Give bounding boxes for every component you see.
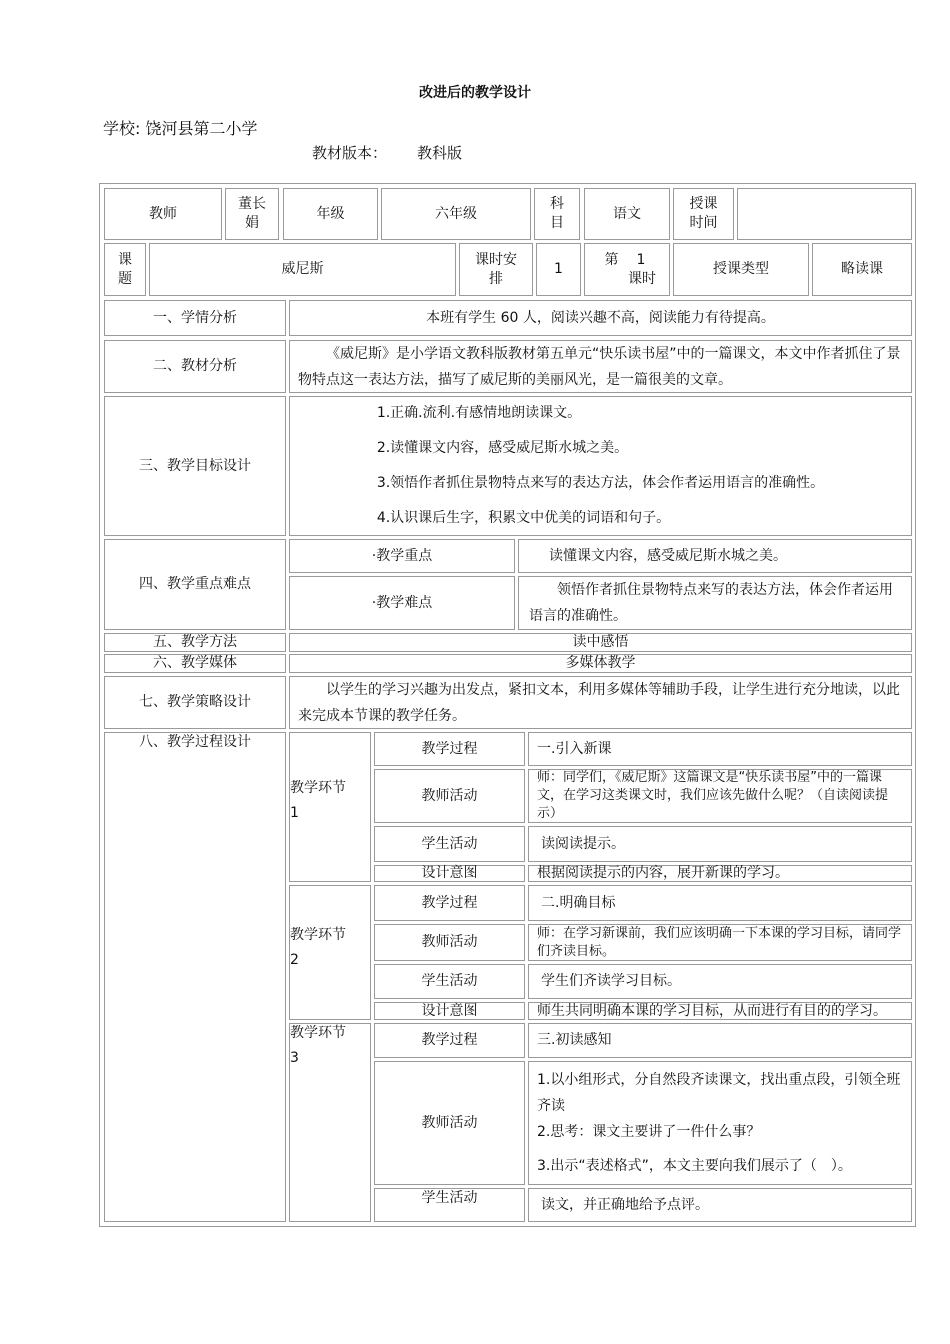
- s4-diff-label: ·教学难点: [289, 576, 515, 630]
- period-cell: [584, 243, 670, 296]
- period-suffix: 课时: [628, 270, 656, 287]
- stage1-student-label: 学生活动: [374, 826, 525, 862]
- s3-goal-list: [359, 396, 842, 536]
- topic-label: 课题: [104, 243, 146, 296]
- time-value: [737, 188, 912, 240]
- s8-label: 八、教学过程设计: [104, 732, 286, 1222]
- goal-item: 1.正确.流利.有感情地朗读课文。: [376, 405, 582, 421]
- s1-text: 本班有学生 60 人，阅读兴趣不高，阅读能力有待提高。: [289, 300, 912, 336]
- s4-key-text: 读懂课文内容，感受威尼斯水城之美。: [518, 539, 912, 573]
- stage2-cell: [289, 885, 371, 1020]
- s2-cell: [289, 340, 912, 393]
- period-number: 1: [636, 251, 646, 268]
- goal-item: 3.领悟作者抓住景物特点来写的表达方法，体会作者运用语言的准确性。: [376, 475, 825, 491]
- stage3-process-label: 教学过程: [374, 1023, 525, 1058]
- stage2-process-label: 教学过程: [374, 885, 525, 921]
- s1-label: 一、学情分析: [104, 300, 286, 336]
- grade-label: 年级: [283, 188, 378, 240]
- s7-label: 七、教学策略设计: [104, 676, 286, 729]
- s5-text: 读中感悟: [289, 633, 912, 652]
- edition-value: 教科版: [417, 144, 463, 162]
- stage2-student-label: 学生活动: [374, 964, 525, 999]
- stage3-label: 教学环节: [290, 1025, 346, 1041]
- stage3-student: 读文，并正确地给予点评。: [528, 1188, 912, 1222]
- topic-value: 威尼斯: [149, 243, 456, 296]
- s6-text: 多媒体教学: [289, 654, 912, 673]
- teacher-step: 1.以小组形式，分自然段齐读课文，找出重点段，引领全班齐读: [537, 1072, 901, 1114]
- s3-cell: [289, 396, 912, 536]
- goal-item: 4.认识课后生字，积累文中优美的词语和句子。: [376, 510, 671, 526]
- s3-label: 三、教学目标设计: [104, 396, 286, 536]
- grade-value: 六年级: [381, 188, 531, 240]
- s7-text: 以学生的学习兴趣为出发点，紧扣文本，利用多媒体等辅助手段，让学生进行充分地读，以此来完成本节课的教学任务。: [298, 681, 900, 724]
- s2-text: 《威尼斯》是小学语文教科版教材第五单元“快乐读书屋”中的一篇课文，本文中作者抓住了景物特点这一表达方法，描写了威尼斯的美丽风光，是一篇很美的文章。: [298, 345, 901, 388]
- edition-label: 教材版本：: [312, 144, 388, 162]
- stage1-label: 教学环节: [290, 780, 346, 796]
- time-label: 授课时间: [673, 188, 734, 240]
- type-value: 略读课: [812, 243, 912, 296]
- schedule-label: 课时安排: [459, 243, 533, 296]
- stage3-number: 3: [290, 1049, 299, 1066]
- stage2-number: 2: [290, 951, 299, 968]
- stage3-teacher-steps: [529, 1061, 911, 1185]
- type-label: 授课类型: [673, 243, 809, 296]
- stage1-intent: 根据阅读提示的内容，展开新课的学习。: [528, 865, 912, 882]
- period-prefix: 第: [604, 251, 619, 268]
- stage1-number: 1: [290, 804, 299, 821]
- stage1-student: 读阅读提示。: [528, 826, 912, 862]
- s2-label: 二、教材分析: [104, 340, 286, 393]
- stage1-process-label: 教学过程: [374, 732, 525, 766]
- teacher-name: 董长娟: [225, 188, 279, 240]
- period-line: [605, 251, 650, 270]
- s4-key-label: ·教学重点: [289, 539, 515, 573]
- stage2-process: 二.明确目标: [528, 885, 912, 921]
- doc-title: 改进后的教学设计: [419, 85, 531, 101]
- stage1-intent-label: 设计意图: [374, 865, 525, 882]
- stage2-teacher-label: 教师活动: [374, 924, 525, 961]
- stage3-teacher-label: 教师活动: [374, 1061, 525, 1185]
- stage2-label: 教学环节: [290, 927, 346, 943]
- s7-cell: [289, 676, 912, 729]
- schedule-value: 1: [536, 243, 581, 296]
- stage2-intent-label: 设计意图: [374, 1002, 525, 1020]
- stage1-process: 一.引入新课: [528, 732, 912, 766]
- s4-diff-text: 领悟作者抓住景物特点来写的表达方法，体会作者运用语言的准确性。: [529, 582, 893, 624]
- stage3-student-label: 学生活动: [374, 1188, 525, 1222]
- teacher-step: 3.出示“表述格式”，本文主要向我们展示了（ ）。: [537, 1158, 852, 1174]
- s6-label: 六、教学媒体: [104, 654, 286, 673]
- stage1-teacher: 师：同学们，《威尼斯》这篇课文是“快乐读书屋”中的一篇课文，在学习这类课文时，我们应该先做什么呢？（自读阅读提示）: [528, 769, 912, 823]
- stage3-teacher-cell: [528, 1061, 912, 1185]
- stage1-teacher-label: 教师活动: [374, 769, 525, 823]
- teacher-label: 教师: [104, 188, 222, 240]
- goal-item: 2.读懂课文内容，感受威尼斯水城之美。: [376, 440, 629, 456]
- stage3-cell: [289, 1023, 371, 1222]
- stage2-teacher: 师：在学习新课前，我们应该明确一下本课的学习目标，请同学们齐读目标。: [528, 924, 912, 961]
- school-name: 学校: 饶河县第二小学: [103, 119, 258, 138]
- stage2-intent: 师生共同明确本课的学习目标，从而进行有目的的学习。: [528, 1002, 912, 1020]
- teacher-step: 2.思考：课文主要讲了一件什么事？: [537, 1124, 761, 1140]
- s5-label: 五、教学方法: [104, 633, 286, 652]
- textbook-edition: [312, 142, 462, 163]
- subject-label: 科目: [534, 188, 580, 240]
- subject-value: 语文: [584, 188, 670, 240]
- stage2-student: 学生们齐读学习目标。: [528, 964, 912, 999]
- stage3-process: 三.初读感知: [528, 1023, 912, 1058]
- s4-diff-cell: [518, 576, 912, 630]
- stage1-cell: [289, 732, 371, 882]
- s4-label: 四、教学重点难点: [104, 539, 286, 630]
